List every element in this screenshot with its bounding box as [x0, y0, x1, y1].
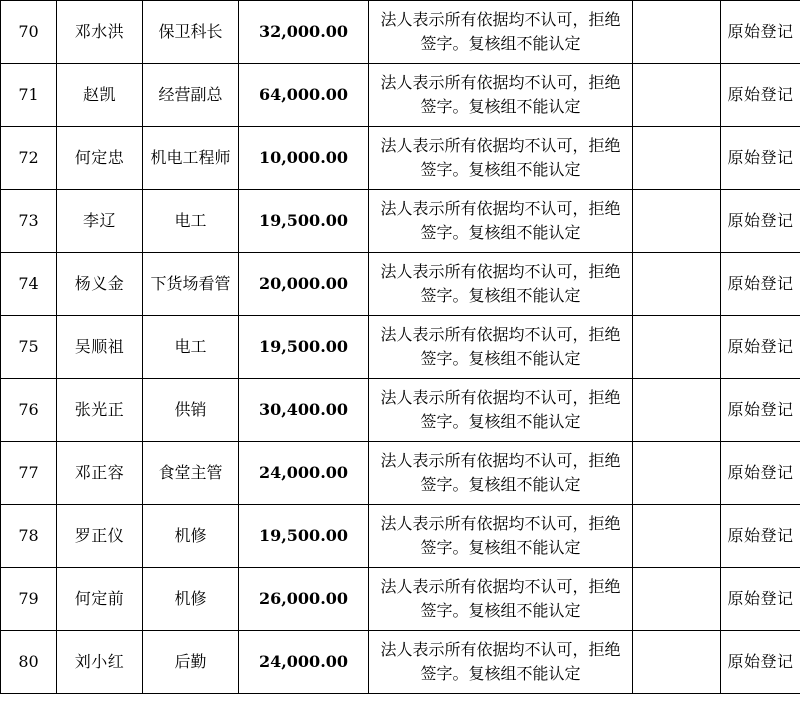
- cell-note: 法人表示所有依据均不认可，拒绝签字。复核组不能认定: [369, 64, 633, 127]
- cell-name: 邓水洪: [57, 1, 143, 64]
- cell-status: 原始登记: [721, 631, 800, 694]
- cell-status: 原始登记: [721, 442, 800, 505]
- cell-blank: [633, 505, 721, 568]
- cell-note: 法人表示所有依据均不认可，拒绝签字。复核组不能认定: [369, 568, 633, 631]
- table-row: [1, 190, 800, 253]
- cell-status: 原始登记: [721, 253, 800, 316]
- cell-post: 经营副总: [143, 64, 239, 127]
- cell-post: 保卫科长: [143, 1, 239, 64]
- cell-amount: 19,500.00: [239, 316, 369, 379]
- cell-amount: 64,000.00: [239, 64, 369, 127]
- cell-blank: [633, 442, 721, 505]
- cell-amount: 26,000.00: [239, 568, 369, 631]
- cell-amount: 24,000.00: [239, 442, 369, 505]
- cell-name: 杨义金: [57, 253, 143, 316]
- cell-index: 75: [1, 316, 57, 379]
- cell-index: 72: [1, 127, 57, 190]
- cell-status: 原始登记: [721, 127, 800, 190]
- cell-note: 法人表示所有依据均不认可，拒绝签字。复核组不能认定: [369, 127, 633, 190]
- table-body: [1, 1, 800, 694]
- cell-index: 70: [1, 1, 57, 64]
- cell-post: 电工: [143, 316, 239, 379]
- cell-status: 原始登记: [721, 64, 800, 127]
- cell-note: 法人表示所有依据均不认可，拒绝签字。复核组不能认定: [369, 505, 633, 568]
- cell-index: 78: [1, 505, 57, 568]
- cell-amount: 24,000.00: [239, 631, 369, 694]
- cell-name: 罗正仪: [57, 505, 143, 568]
- cell-status: 原始登记: [721, 316, 800, 379]
- cell-amount: 19,500.00: [239, 505, 369, 568]
- cell-blank: [633, 316, 721, 379]
- cell-status: 原始登记: [721, 379, 800, 442]
- cell-index: 71: [1, 64, 57, 127]
- cell-status: 原始登记: [721, 190, 800, 253]
- cell-name: 赵凯: [57, 64, 143, 127]
- cell-blank: [633, 568, 721, 631]
- cell-blank: [633, 631, 721, 694]
- cell-post: 食堂主管: [143, 442, 239, 505]
- table-row: [1, 505, 800, 568]
- cell-blank: [633, 1, 721, 64]
- table-row: [1, 316, 800, 379]
- cell-name: 张光正: [57, 379, 143, 442]
- cell-name: 李辽: [57, 190, 143, 253]
- cell-name: 何定前: [57, 568, 143, 631]
- cell-post: 机修: [143, 505, 239, 568]
- cell-index: 80: [1, 631, 57, 694]
- cell-amount: 20,000.00: [239, 253, 369, 316]
- cell-post: 机修: [143, 568, 239, 631]
- cell-post: 供销: [143, 379, 239, 442]
- cell-blank: [633, 253, 721, 316]
- cell-blank: [633, 190, 721, 253]
- cell-post: 电工: [143, 190, 239, 253]
- cell-note: 法人表示所有依据均不认可，拒绝签字。复核组不能认定: [369, 631, 633, 694]
- table-row: [1, 568, 800, 631]
- cell-amount: 30,400.00: [239, 379, 369, 442]
- cell-amount: 19,500.00: [239, 190, 369, 253]
- cell-status: 原始登记: [721, 1, 800, 64]
- table-row: [1, 127, 800, 190]
- cell-index: 77: [1, 442, 57, 505]
- cell-status: 原始登记: [721, 505, 800, 568]
- cell-status: 原始登记: [721, 568, 800, 631]
- cell-note: 法人表示所有依据均不认可，拒绝签字。复核组不能认定: [369, 1, 633, 64]
- cell-post: 后勤: [143, 631, 239, 694]
- cell-name: 何定忠: [57, 127, 143, 190]
- cell-blank: [633, 64, 721, 127]
- cell-note: 法人表示所有依据均不认可，拒绝签字。复核组不能认定: [369, 442, 633, 505]
- table-row: [1, 631, 800, 694]
- cell-amount: 10,000.00: [239, 127, 369, 190]
- cell-post: 机电工程师: [143, 127, 239, 190]
- cell-blank: [633, 127, 721, 190]
- cell-index: 73: [1, 190, 57, 253]
- cell-note: 法人表示所有依据均不认可，拒绝签字。复核组不能认定: [369, 190, 633, 253]
- cell-index: 76: [1, 379, 57, 442]
- table-row: [1, 1, 800, 64]
- cell-post: 下货场看管: [143, 253, 239, 316]
- cell-note: 法人表示所有依据均不认可，拒绝签字。复核组不能认定: [369, 253, 633, 316]
- table-row: [1, 442, 800, 505]
- cell-name: 吴顺祖: [57, 316, 143, 379]
- cell-note: 法人表示所有依据均不认可，拒绝签字。复核组不能认定: [369, 379, 633, 442]
- table-row: [1, 379, 800, 442]
- table-row: [1, 64, 800, 127]
- cell-name: 邓正容: [57, 442, 143, 505]
- table-row: [1, 253, 800, 316]
- cell-name: 刘小红: [57, 631, 143, 694]
- cell-amount: 32,000.00: [239, 1, 369, 64]
- cell-index: 79: [1, 568, 57, 631]
- cell-note: 法人表示所有依据均不认可，拒绝签字。复核组不能认定: [369, 316, 633, 379]
- cell-blank: [633, 379, 721, 442]
- cell-index: 74: [1, 253, 57, 316]
